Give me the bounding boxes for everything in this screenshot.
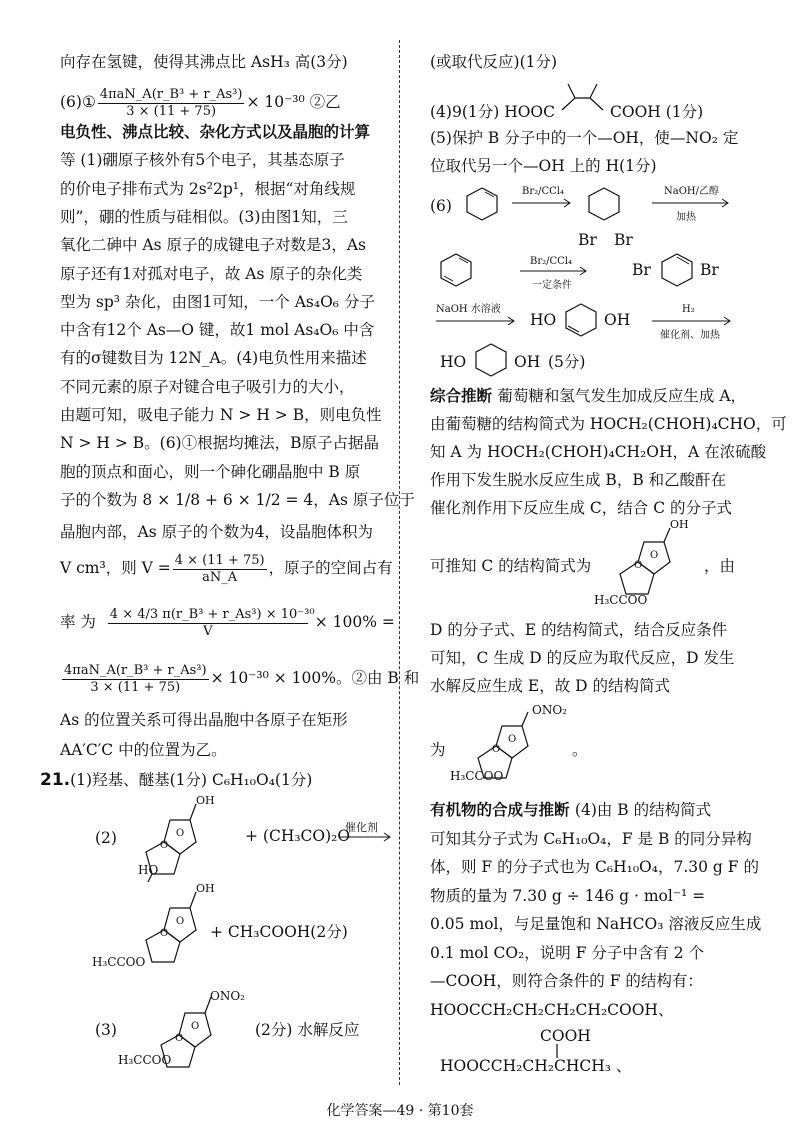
left-p1-line: 氧化二砷中 As 原子的成键电子对数是3，As xyxy=(60,236,367,255)
right-p3-line: 水解反应生成 E，故 D 的结构简式 xyxy=(430,677,671,695)
dibromo-right: Br xyxy=(700,261,719,279)
cond-naoh-aq: NaOH 水溶液 xyxy=(436,304,501,315)
branch-cooh: COOH xyxy=(540,1027,591,1045)
left-p1-line: 等 (1)硼原子核外有5个电子，其基态原子 xyxy=(60,151,345,170)
section-heading: 有机物的合成与推断 xyxy=(430,800,575,819)
right-line-2-post: COOH (1分) xyxy=(610,103,704,121)
right-line-3: (5)保护 B 分子中的一个—OH，使—NO₂ 定 xyxy=(430,129,739,147)
branch-main: HOOCCH₂CH₂CHCH₃ 、 xyxy=(440,1057,632,1075)
right-end: 。 xyxy=(572,741,588,759)
svg-text:O: O xyxy=(176,916,185,927)
struct-h3ccoo-1: H₃CCOO xyxy=(92,955,146,969)
right-line-4: 位取代另一个—OH 上的 H(1分) xyxy=(430,157,657,175)
structure-cyclohexadiene xyxy=(436,250,476,290)
svg-text:O: O xyxy=(492,744,501,755)
section-heading: 综合推断 xyxy=(430,386,498,405)
arrow-3 xyxy=(520,266,590,276)
left-p1-line: 的价电子排布式为 2s²2p¹，根据“对角线规 xyxy=(60,179,356,198)
left-p1-line: 有的σ键数目为 12N_A。(4)电负性用来描述 xyxy=(60,349,367,368)
right-p2-line: 作用下发生脱水反应生成 B，B 和乙酸酐在 xyxy=(430,471,727,489)
reaction-arrow xyxy=(340,832,395,842)
left-p1-line: 电负性、沸点比较、杂化方式以及晶胞的计算 xyxy=(60,122,371,141)
cond-cat-heat: 催化剂、加热 xyxy=(660,330,720,341)
right-q6-label: (6) xyxy=(430,197,452,215)
left-p1-line: 由题可知，吸电子能力 N > H > B，则电负性 xyxy=(60,406,382,424)
left-line-count: 子的个数为 8 × 1/8 + 6 × 1/2 = 4，As 原子位于 xyxy=(60,491,415,509)
left-p1-line: 不同元素的原子对键合电子吸引力的大小， xyxy=(60,377,355,396)
right-p4-line: 物质的量为 7.30 g ÷ 146 g · mol⁻¹ = xyxy=(430,886,706,905)
final-ho: HO xyxy=(440,353,467,371)
left-formula-6-1: (6)① $\frac{\text{4πaN\_A(r\_B³ + r\_As³)}}{3 \times (11 + 75)}$ × 10⁻³⁰ ②乙 xyxy=(60,86,341,119)
left-rate-formula: 率 为 $\frac{\text{4 × 4/3 π(r\_B³ + r\_As³) × 10⁻³⁰}}{V}$ × 100% = xyxy=(60,606,395,639)
arrow-5 xyxy=(652,316,734,326)
br-left: Br xyxy=(578,231,597,249)
cond-certain: 一定条件 xyxy=(532,280,572,291)
struct-h3ccoo-2: H₃CCOO xyxy=(118,1053,172,1067)
svg-text:O: O xyxy=(160,928,169,939)
right-p4-line: 0.05 mol，与足量饱和 NaHCO₃ 溶液反应生成 xyxy=(430,915,762,933)
arrow-4 xyxy=(436,316,518,326)
left-p1-line: 型为 sp³ 杂化，由图1可知，一个 As₄O₆ 分子 xyxy=(60,292,375,311)
struct-ho: HO xyxy=(138,863,159,877)
svg-text:O: O xyxy=(508,734,517,745)
c-h3ccoo: H₃CCOO xyxy=(594,593,648,607)
cond-heat-1: 加热 xyxy=(676,212,696,223)
arrow-2 xyxy=(652,198,732,208)
svg-text:O: O xyxy=(634,560,643,571)
svg-text:OH: OH xyxy=(196,794,215,807)
q21-3-label: (3) xyxy=(95,1021,117,1039)
right-p4-line: —COOH，则符合条件的 F 的结构有： xyxy=(430,972,703,990)
svg-text:O: O xyxy=(176,828,185,839)
left-result-formula: $\frac{\text{4πaN\_A(r\_B³ + r\_As³)}}{3 \times (11 + 75)}$ × 10⁻³⁰ × 100%。②由 B 和 xyxy=(64,662,420,695)
right-line-1: (或取代反应)(1分) xyxy=(430,53,558,71)
final-score: (5分) xyxy=(548,353,586,371)
right-p3-line: D 的分子式、E 的结构简式，结合反应条件 xyxy=(430,621,728,639)
right-p3-line: 可知，C 生成 D 的反应为取代反应，D 发生 xyxy=(430,649,735,667)
q21-2-product: + CH₃COOH(2分) xyxy=(210,923,348,941)
svg-text:OH: OH xyxy=(670,518,689,531)
formula-fraction: $\frac{\text{4πaN\_A(r\_B³ + r\_As³)}}{3 \times (11 + 75)}$ xyxy=(99,86,243,119)
left-line-as: As 的位置关系可得出晶胞中各原子在矩形 xyxy=(60,711,348,729)
right-p2-line: 催化剂作用下反应生成 C，结合 C 的分子式 xyxy=(430,499,733,517)
diol-oh: OH xyxy=(604,311,631,329)
left-p1-line: 胞的顶点和面心，则一个砷化硼晶胞中 B 原 xyxy=(60,462,361,481)
structure-cyclohexene-diol xyxy=(560,302,602,338)
q21-number: 21. xyxy=(40,770,71,790)
cond-br2-2: Br₂/CCl₄ xyxy=(530,256,573,267)
svg-text:O: O xyxy=(650,550,659,561)
right-wei: 为 xyxy=(430,741,446,759)
left-volume-formula: V cm³，则 V = $\frac{4 \times (11 + 75)}{aN\_A}$ ，原子的空间占有 xyxy=(60,552,393,585)
column-divider xyxy=(399,40,400,1085)
cond-h2: H₂ xyxy=(682,304,695,315)
page-footer: 化学答案—49 · 第10套 xyxy=(326,1103,474,1119)
final-oh: OH xyxy=(514,353,541,371)
br-right: Br xyxy=(614,231,633,249)
d-ono2: ONO₂ xyxy=(532,703,567,717)
svg-text:O: O xyxy=(191,1021,200,1032)
right-p2-line: 知 A 为 HOCH₂(CHOH)₄CH₂OH，A 在浓硫酸 xyxy=(430,443,767,461)
arrow-condition-catalyst: 催化剂 xyxy=(345,821,378,834)
right-c-post: ，由 xyxy=(704,557,736,575)
structure-dibromo-ring xyxy=(656,252,698,288)
left-p1-line: 原子还有1对孤对电子，故 As 原子的杂化类 xyxy=(60,264,363,283)
svg-text:O: O xyxy=(160,840,169,851)
left-line-aa: AA′C′C 中的位置为乙。 xyxy=(60,741,227,759)
left-line-inner: 晶胞内部，As 原子的个数为4，设晶胞体积为 xyxy=(60,523,373,541)
right-p4-line: 有机物的合成与推断 (4)由 B 的结构简式 xyxy=(430,800,712,819)
left-p1-line: N > H > B。(6)①根据均摊法，B原子占据晶 xyxy=(60,434,379,453)
dibromo-left: Br xyxy=(632,261,651,279)
right-p4-line: 0.1 mol CO₂，说明 F 分子中含有 2 个 xyxy=(430,943,705,962)
structure-dibromocyclohexane xyxy=(584,184,624,224)
struct-ono2-1: ONO₂ xyxy=(210,989,245,1003)
left-p1-line: 中含有12个 As—O 键，故1 mol As₄O₆ 中含 xyxy=(60,321,375,340)
left-line-1: 向存在氢键，使得其沸点比 AsH₃ 高(3分) xyxy=(60,53,348,71)
structure-cyclohexene xyxy=(462,184,502,224)
cond-br2-1: Br₂/CCl₄ xyxy=(522,186,565,197)
right-p4-line: 体，则 F 的分子式也为 C₆H₁₀O₄，7.30 g F 的 xyxy=(430,858,759,876)
structure-c-right xyxy=(612,518,702,598)
svg-text:O: O xyxy=(175,1033,184,1044)
d-h3ccoo: H₃CCOO xyxy=(450,769,504,783)
cond-naoh-ethanol: NaOH/乙醇 xyxy=(664,186,719,197)
reagent-acetic-anhydride: + (CH₃CO)₂O xyxy=(245,827,351,845)
right-line-2-pre: (4)9(1分) HOOC xyxy=(430,103,555,121)
structure-cyclohexanediol xyxy=(470,342,512,378)
left-p1-line: 则”，硼的性质与硅相似。(3)由图1知，三 xyxy=(60,207,348,226)
right-c-pre: 可推知 C 的结构简式为 xyxy=(430,557,592,575)
svg-text:OH: OH xyxy=(196,882,215,895)
arrow-1 xyxy=(512,198,574,208)
right-p2-line: 由葡萄糖的结构简式为 HOCH₂(CHOH)₄CHO，可 xyxy=(430,415,787,433)
right-p2-line: 综合推断 葡萄糖和氢气发生加成反应生成 A， xyxy=(430,386,747,405)
q21-line-1: 21.(1)羟基、醚基(1分) C₆H₁₀O₄(1分) xyxy=(40,770,313,790)
q21-2-label: (2) xyxy=(95,829,117,847)
q21-3-tail: (2分) 水解反应 xyxy=(255,1021,360,1039)
q6-label: (6)① xyxy=(60,93,96,111)
right-p4-line: 可知其分子式为 C₆H₁₀O₄，F 是 B 的同分异构 xyxy=(430,829,752,848)
right-p4-line: HOOCCH₂CH₂CH₂CH₂COOH、 xyxy=(430,1000,674,1019)
diol-ho: HO xyxy=(530,311,557,329)
